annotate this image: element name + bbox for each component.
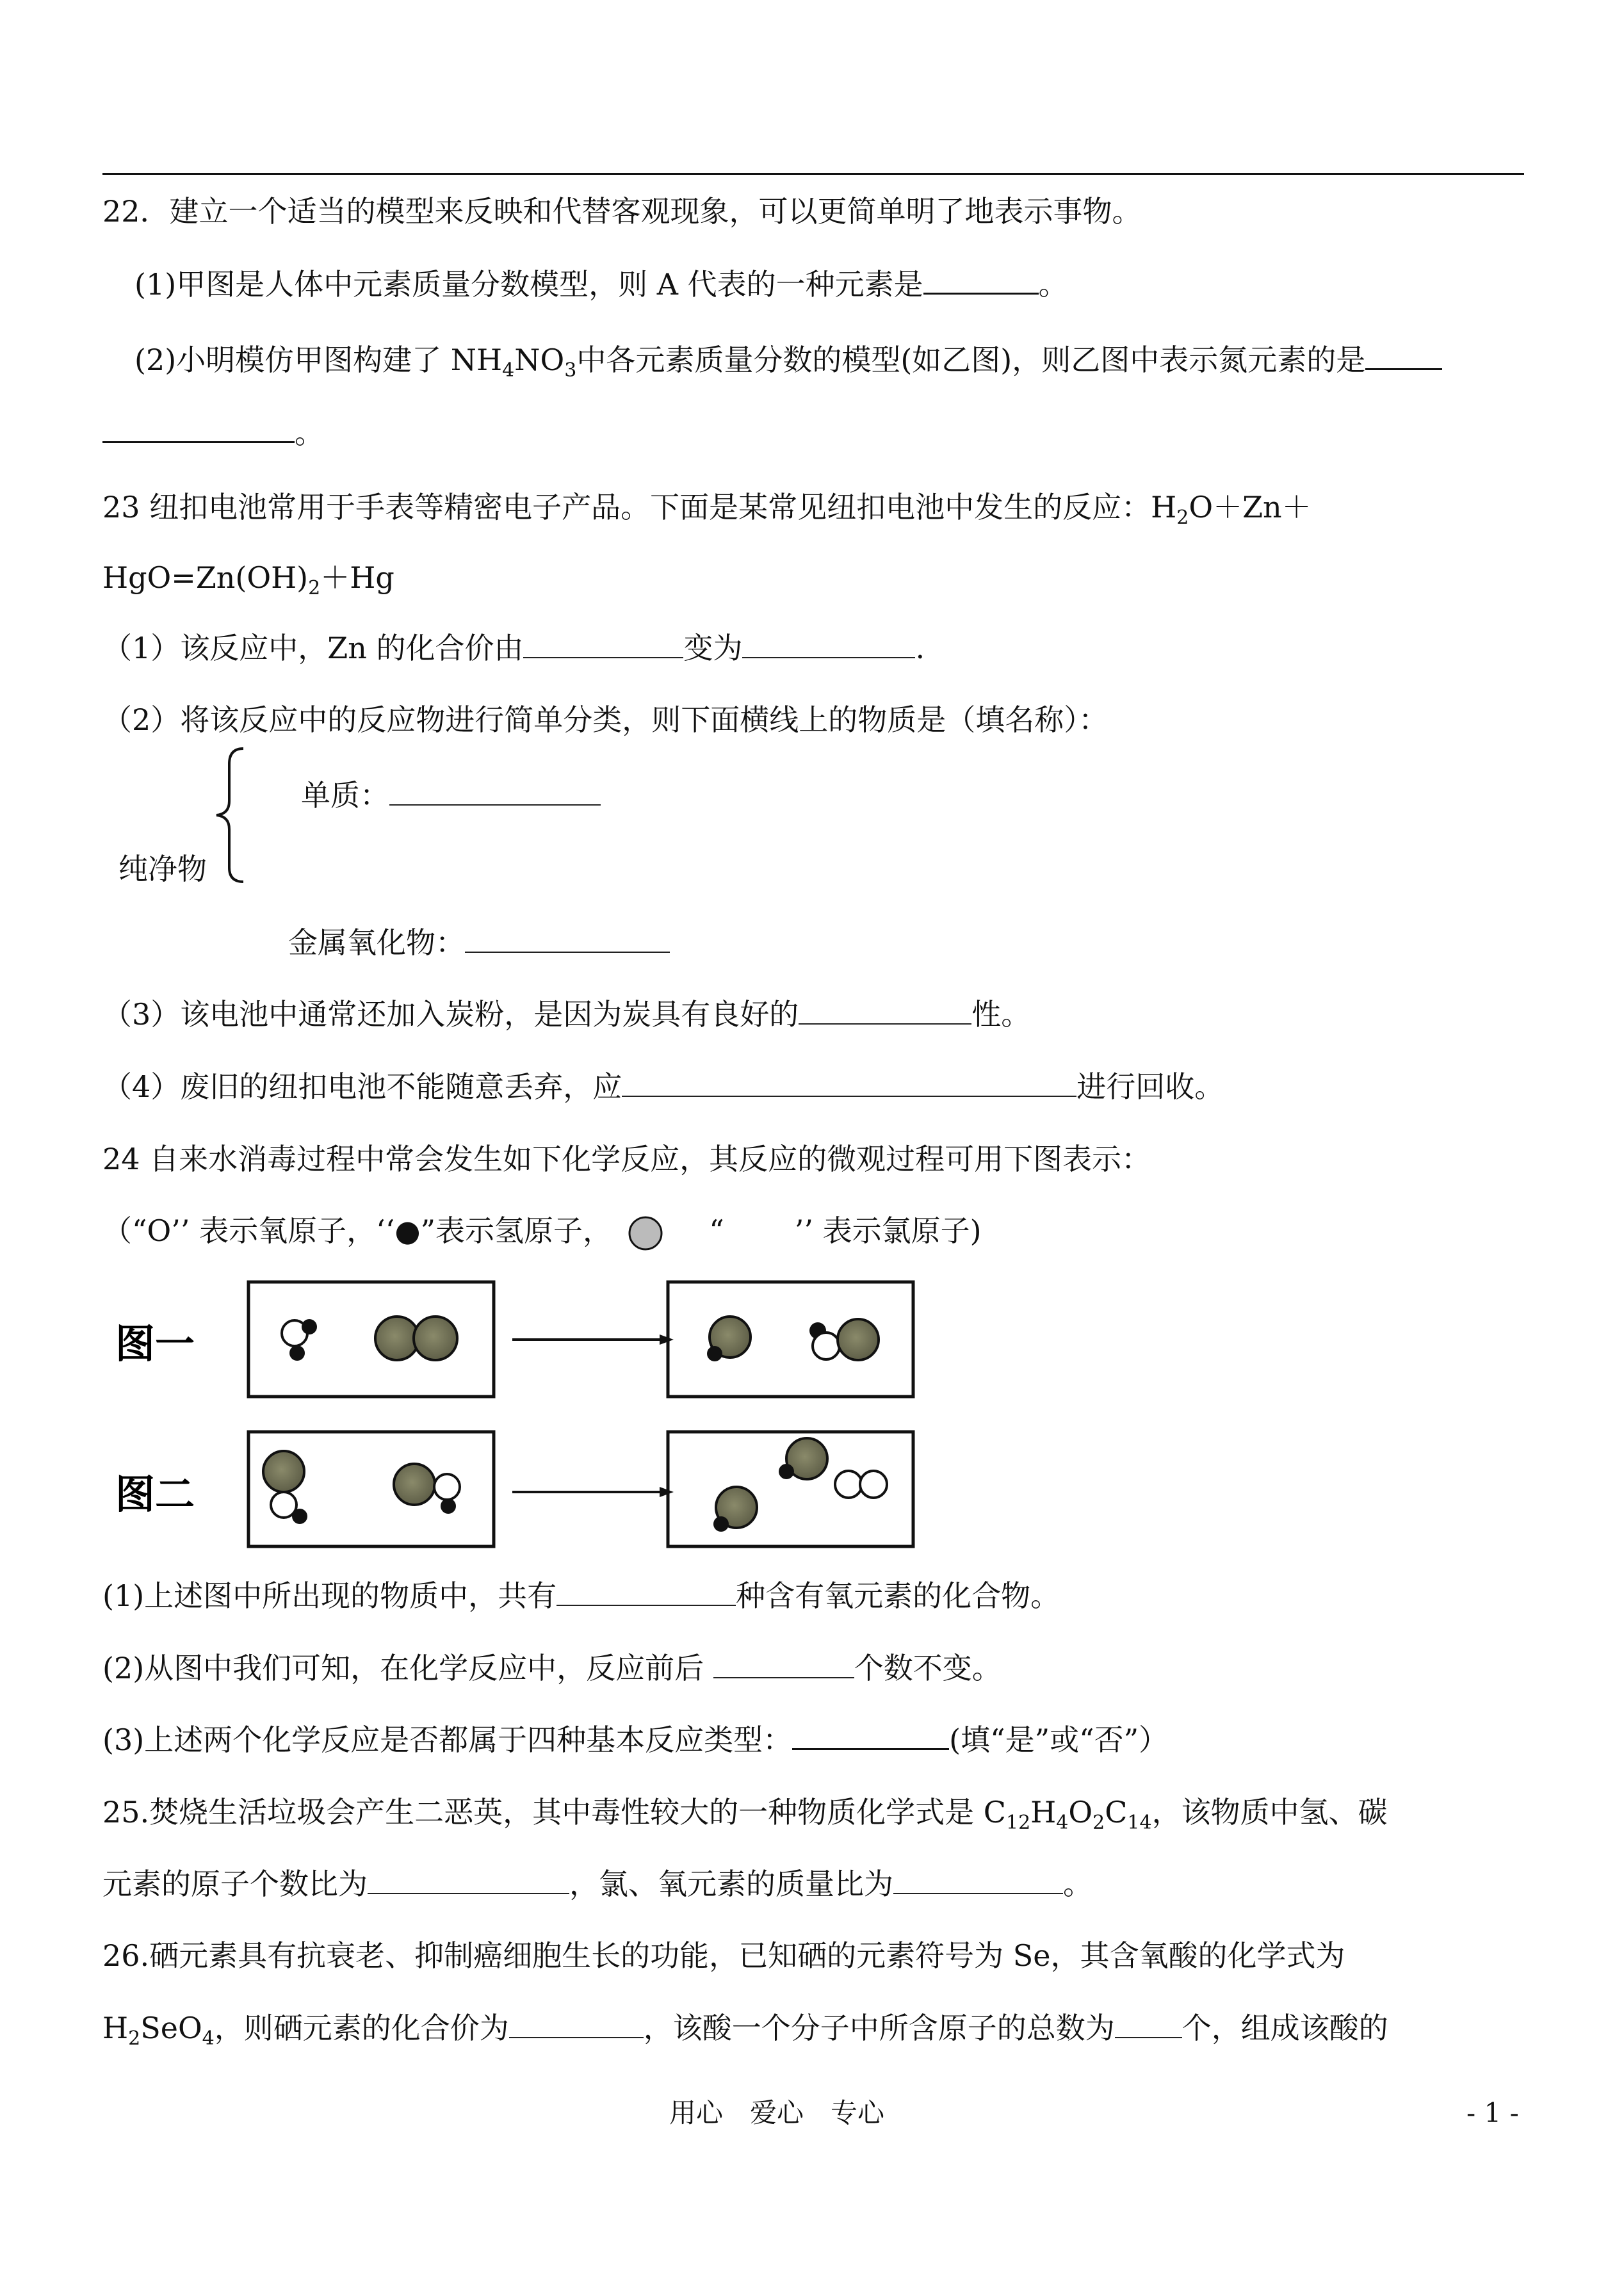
q25-line1: 25.焚烧生活垃圾会产生二恶英，其中毒性较大的一种物质化学式是 $C_{12}H_4O_2C_{14}$，该物质中氢、碳 [102,1795,1388,1835]
q23-jinshu-line: 金属氧化物： [288,922,670,963]
q26-line2: $H_2SeO_4$，则硒元素的化合价为 ，该酸一个分子中所含原子的总数为 个，组成该酸的 [102,2011,1388,2050]
answer-blank[interactable] [799,998,971,1025]
q23-part3: （3）该电池中通常还加入炭粉，是因为炭具有良好的 性。 [102,997,1031,1032]
q23-stem: 23 纽扣电池常用于手表等精密电子产品。下面是某常见纽扣电池中发生的反应：$H_2O+Zn+$ [102,490,1311,530]
answer-blank[interactable] [923,267,1039,295]
q26-line1: 26.硒元素具有抗衰老、抑制癌细胞生长的功能，已知硒的元素符号为 Se，其含氧酸的化学式为 [102,1938,1345,1973]
fig2-label: 图二 [115,1471,195,1518]
answer-blank[interactable] [792,1723,949,1750]
q24-part2: (2)从图中我们可知，在化学反应中，反应前后 个数不变。 [102,1651,1002,1685]
answer-blank[interactable] [509,2011,644,2038]
answer-blank[interactable] [389,779,601,806]
q22-part1: (1)甲图是人体中元素质量分数模型，则 A 代表的一种元素是 。 [134,267,1068,302]
fig1-label: 图一 [115,1320,195,1367]
classification-brace [211,746,250,884]
q23-part1: （1）该反应中，Zn 的化合价由 变为 . [102,631,925,665]
answer-blank[interactable] [893,1867,1063,1894]
q22-part2-cont: 。 [102,412,324,453]
answer-blank[interactable] [742,631,915,658]
q23-part4: （4）废旧的纽扣电池不能随意丢弃，应 进行回收。 [102,1069,1224,1104]
q23-danzhi-line: 单质： [301,775,601,816]
q24-part1: (1)上述图中所出现的物质中，共有 种含有氧元素的化合物。 [102,1578,1060,1613]
q24-part3: (3)上述两个化学反应是否都属于四种基本反应类型： (填“是”或“否”） [102,1723,1169,1757]
answer-blank[interactable] [368,1867,569,1894]
chlorine-atom-icon [627,1215,664,1252]
q24-legend: （“O’’ 表示氧原子，‘‘●”表示氢原子， “ ’’ 表示氯原子) [102,1210,982,1252]
q23-part2: （2）将该反应中的反应物进行简单分类，则下面横线上的物质是（填名称）： [102,702,1108,737]
answer-blank[interactable] [465,926,670,953]
answer-blank[interactable] [523,631,683,658]
answer-blank[interactable] [102,416,295,443]
page-number: - 1 - [1466,2097,1519,2129]
answer-blank[interactable] [1115,2011,1182,2038]
header-rule [102,173,1524,175]
answer-blank[interactable] [622,1070,1076,1097]
answer-blank[interactable] [1365,343,1442,370]
q25-line2: 元素的原子个数比为 ，氯、氧元素的质量比为 。 [102,1867,1092,1901]
q23-chunjingwu: 纯净物 [118,852,207,886]
q22-part2: (2)小明模仿甲图构建了 $NH_4NO_3$中各元素质量分数的模型(如乙图)，则乙图中表示氮元素的是 [134,339,1442,391]
answer-blank[interactable] [556,1579,736,1606]
footer-motto: 用心 爱心 专心 [669,2097,885,2129]
q23-equation: $HgO=Zn(OH)_2+Hg$ [102,560,394,600]
q24-stem: 24 自来水消毒过程中常会发生如下化学反应，其反应的微观过程可用下图表示： [102,1142,1151,1176]
q22-stem: 22．建立一个适当的模型来反映和代替客观现象，可以更简单明了地表示事物。 [102,194,1142,229]
answer-blank[interactable] [713,1651,854,1678]
reaction-diagram [96,1268,941,1550]
